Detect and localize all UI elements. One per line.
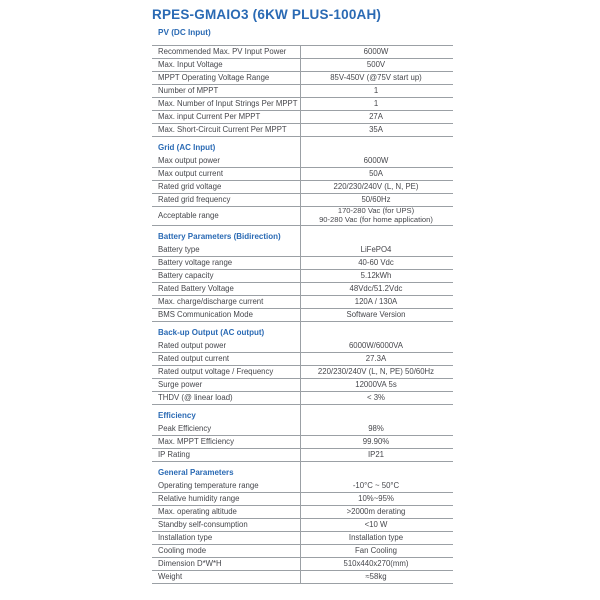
table-row <box>152 480 453 493</box>
table-row <box>152 558 453 571</box>
spec-label: Acceptable range <box>158 211 219 220</box>
spec-label: Weight <box>158 572 183 581</box>
section-title-pv: PV (DC Input) <box>158 28 211 37</box>
spec-value: 220/230/240V (L, N, PE) <box>333 182 419 191</box>
spec-label: Rated output power <box>158 341 227 350</box>
table-row <box>152 519 453 532</box>
spec-label: Max. charge/discharge current <box>158 297 264 306</box>
table-row <box>152 85 453 98</box>
table-row <box>152 423 453 436</box>
spec-label: Battery type <box>158 245 200 254</box>
table-row <box>152 532 453 545</box>
spec-table <box>152 45 453 584</box>
spec-label: Relative humidity range <box>158 494 240 503</box>
spec-value: 35A <box>369 125 383 134</box>
spec-value: 1 <box>373 99 379 108</box>
table-row <box>152 270 453 283</box>
spec-label: Max. Number of Input Strings Per MPPT <box>158 99 298 108</box>
spec-label: BMS Communication Mode <box>158 310 253 319</box>
table-row <box>152 244 453 257</box>
table-row <box>152 309 453 322</box>
table-row <box>152 379 453 392</box>
spec-value: IP21 <box>367 450 385 459</box>
spec-label: Max. operating altitude <box>158 507 237 516</box>
spec-label: THDV (@ linear load) <box>158 393 233 402</box>
spec-value: 10%~95% <box>358 494 394 503</box>
spec-label: Dimension D*W*H <box>158 559 222 568</box>
spec-value: 48Vdc/51.2Vdc <box>349 284 403 293</box>
spec-value-line-2: 90-280 Vac (for home application) <box>319 215 433 224</box>
table-row <box>152 545 453 558</box>
table-row <box>152 168 453 181</box>
spec-label: Peak Efficiency <box>158 424 212 433</box>
spec-value: 99.90% <box>362 437 390 446</box>
spec-label: Rated grid voltage <box>158 182 222 191</box>
table-row <box>152 124 453 137</box>
spec-value: 220/230/240V (L, N, PE) 50/60Hz <box>317 367 435 376</box>
spec-value: Installation type <box>348 533 404 542</box>
spec-value: 40-60 Vdc <box>358 258 394 267</box>
spec-label: Max. input Current Per MPPT <box>158 112 261 121</box>
section-title: Grid (AC Input) <box>158 143 216 152</box>
table-row <box>152 46 453 59</box>
table-row <box>152 353 453 366</box>
spec-value: 6000W <box>363 156 389 165</box>
spec-value: 5.12kWh <box>360 271 392 280</box>
spec-label: Max. MPPT Efficiency <box>158 437 234 446</box>
spec-label: Max. Short-Circuit Current Per MPPT <box>158 125 287 134</box>
spec-value <box>300 207 452 225</box>
spec-value: 98% <box>368 424 384 433</box>
page-title: RPES-GMAIO3 (6KW PLUS-100AH) <box>152 7 382 22</box>
spec-value: Fan Cooling <box>354 546 398 555</box>
column-divider <box>300 46 301 584</box>
spec-label: Rated Battery Voltage <box>158 284 234 293</box>
spec-label: Operating temperature range <box>158 481 259 490</box>
spec-value: < 3% <box>367 393 385 402</box>
table-row <box>152 207 453 226</box>
table-row <box>152 506 453 519</box>
spec-value: 12000VA 5s <box>355 380 397 389</box>
section-title: Battery Parameters (Bidirection) <box>158 232 281 241</box>
spec-label: Standby self-consumption <box>158 520 248 529</box>
spec-value: 27.3A <box>365 354 387 363</box>
spec-value: 6000W/6000VA <box>348 341 404 350</box>
spec-value: 120A / 130A <box>354 297 398 306</box>
spec-label: Rated output voltage / Frequency <box>158 367 274 376</box>
table-row <box>152 296 453 309</box>
spec-value: >2000m derating <box>346 507 406 516</box>
spec-value: -10°C ~ 50°C <box>352 481 400 490</box>
spec-label: Installation type <box>158 533 213 542</box>
table-row <box>152 283 453 296</box>
table-row <box>152 257 453 270</box>
table-row <box>152 72 453 85</box>
spec-value: 6000W <box>363 47 389 56</box>
table-row <box>152 436 453 449</box>
spec-value: 50A <box>369 169 383 178</box>
spec-label: Rated output current <box>158 354 230 363</box>
spec-label: Max output power <box>158 156 220 165</box>
spec-value: 1 <box>373 86 379 95</box>
spec-value: 500V <box>366 60 386 69</box>
spec-value: 50/60Hz <box>361 195 391 204</box>
spec-label: Recommended Max. PV Input Power <box>158 47 287 56</box>
spec-value: ≈58kg <box>365 572 387 581</box>
spec-label: Max. Input Voltage <box>158 60 223 69</box>
spec-value: Software Version <box>346 310 406 319</box>
spec-value-line-1: 170-280 Vac (for UPS) <box>337 206 415 216</box>
spec-label: Number of MPPT <box>158 86 219 95</box>
spec-label: Cooling mode <box>158 546 207 555</box>
table-row <box>152 155 453 168</box>
spec-label: Max output current <box>158 169 224 178</box>
table-row <box>152 194 453 207</box>
table-row <box>152 98 453 111</box>
table-row <box>152 181 453 194</box>
table-row <box>152 449 453 462</box>
table-row <box>152 366 453 379</box>
spec-label: Battery capacity <box>158 271 214 280</box>
table-row <box>152 59 453 72</box>
section-title: Efficiency <box>158 411 196 420</box>
spec-value: 27A <box>369 112 383 121</box>
table-row <box>152 111 453 124</box>
table-row <box>152 340 453 353</box>
section-title: Back-up Output (AC output) <box>158 328 265 337</box>
spec-label: MPPT Operating Voltage Range <box>158 73 270 82</box>
table-row <box>152 392 453 405</box>
section-title: General Parameters <box>158 468 234 477</box>
table-row <box>152 493 453 506</box>
spec-label: IP Rating <box>158 450 190 459</box>
table-row <box>152 571 453 584</box>
spec-label: Rated grid frequency <box>158 195 231 204</box>
spec-value: 510x440x270(mm) <box>343 559 409 568</box>
spec-label: Battery voltage range <box>158 258 233 267</box>
spec-value: LiFePO4 <box>360 245 392 254</box>
spec-label: Surge power <box>158 380 203 389</box>
spec-value: <10 W <box>364 520 388 529</box>
spec-value: 85V-450V (@75V start up) <box>330 73 422 82</box>
